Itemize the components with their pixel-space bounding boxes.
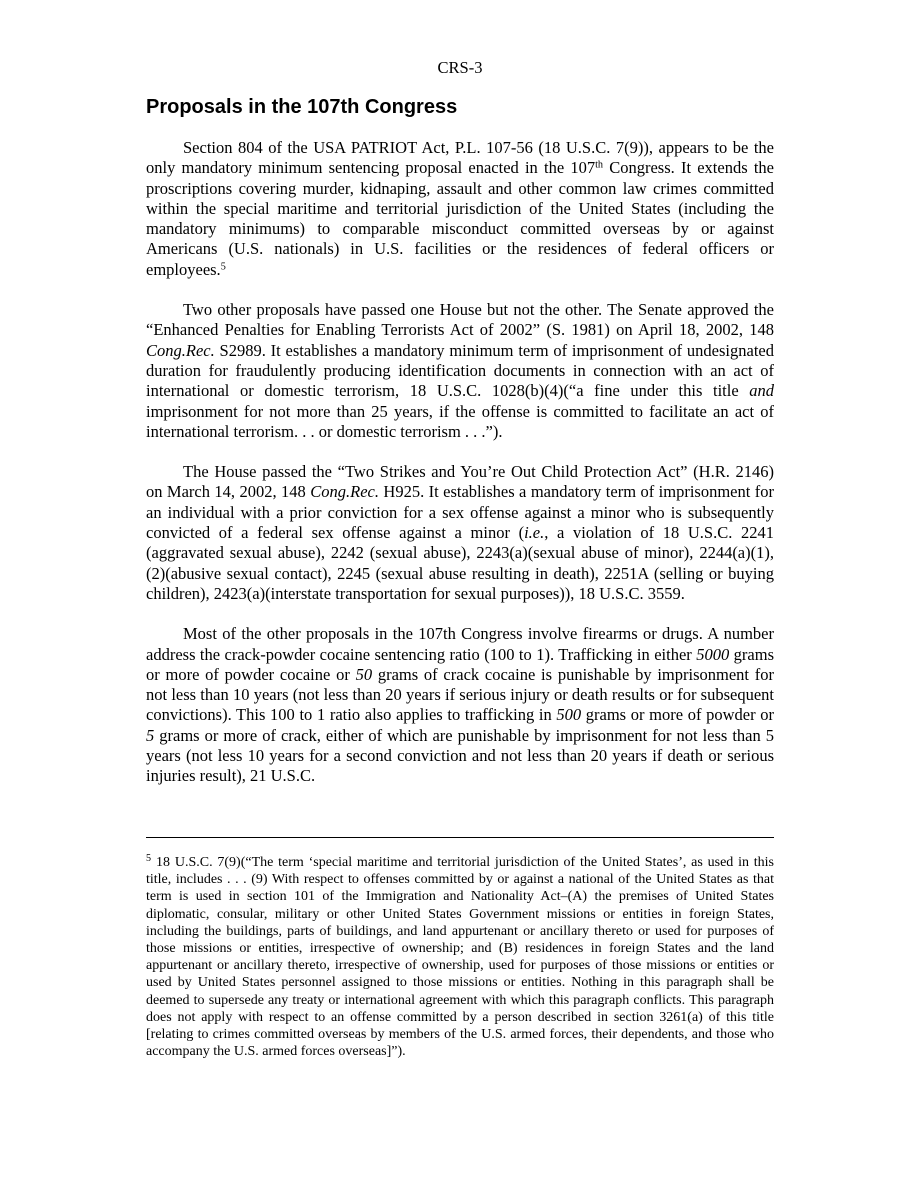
paragraph-3-citation-italic: Cong.Rec. (310, 482, 379, 502)
paragraph-4-text-e: grams or more of crack, either of which are punishable by imprisonment for not less than 5 years (not less 10 years for a second conviction and not less than 20 years if death or serious injuries result), 21 U.S.C. (146, 725, 774, 786)
footnote-reference[interactable]: 5 (220, 261, 226, 273)
paragraph-3-text-b: H925. It establishes a mandatory term of imprisonment for an individual with a prior conviction for a sex offense against a minor who is subsequently convicted of a federal sex offense against a minor ( (146, 482, 774, 543)
paragraph-2-text-c: imprisonment for not more than 25 years, if the offense is committed to facilitate an act of international terrorism. . . or domestic terrorism . . .”). (146, 401, 774, 441)
paragraph-2-emphasis-and: and (749, 381, 774, 401)
paragraph-4-text-c: grams of crack cocaine is punishable by imprisonment for not less than 10 years (not less than 20 years if serious injury or death results or for subsequent convictions). This 100 to 1 ratio also applies to trafficking in (146, 664, 774, 725)
paragraph-4-quantity-5: 5 (146, 725, 155, 745)
paragraph-1-text-a: Section 804 of the USA PATRIOT Act, P.L. 107-56 (18 U.S.C. 7(9)), appears to be the only mandatory minimum sentencing proposal enacted in the 107 (146, 138, 774, 178)
paragraph-4-text-a: Most of the other proposals in the 107th Congress involve firearms or drugs. A number address the crack-powder cocaine sentencing ratio (100 to 1). Trafficking in either (146, 624, 774, 664)
paragraph-4-quantity-500: 500 (556, 705, 582, 725)
paragraph-3 (146, 462, 774, 604)
page-number-header: CRS-3 (437, 58, 483, 77)
footnote-text: 18 U.S.C. 7(9)(“The term ‘special maritime and territorial jurisdiction of the United States’, as used in this title, includes . . . (9) With respect to offenses committed by or against a national of the United States as that term is used in section 101 of the Immigration and Nationality Act–(A) the premises of United States diplomatic, consular, military or other United States Government missions or entities in foreign States, including the buildings, parts of buildings, and land appurtenant or ancillary thereto or used for purposes of those missions or entities, irrespective of ownership; and (B) residences in foreign States and the land appurtenant or ancillary thereto, irrespective of ownership, used for purposes of those missions or entities or used by United States personnel assigned to those missions or entities. Nothing in this paragraph shall be deemed to supersede any treaty or international agreement with which this paragraph conflicts. This paragraph does not apply with respect to an offense committed by a person described in section 3261(a) of this title [relating to crimes committed overseas by members of the U.S. armed forces, their dependents, and those who accompany the U.S. armed forces overseas]”). (146, 855, 774, 1060)
paragraph-2-text-a: Two other proposals have passed one House but not the other. The Senate approved the “Enhanced Penalties for Enabling Terrorists Act of 2002” (S. 1981) on April 18, 2002, 148 (146, 300, 774, 340)
paragraph-1-text-b: Congress. It extends the proscriptions covering murder, kidnaping, assault and other common law crimes committed within the special maritime and territorial jurisdiction of the United States (including the mandatory minimums) to comparable misconduct committed overseas by or against Americans (U.S. nationals) in U.S. facilities or the residences of federal officers or employees. (146, 158, 774, 279)
paragraph-1 (146, 138, 774, 280)
paragraph-2 (146, 300, 774, 442)
ordinal-suffix: th (595, 159, 604, 171)
paragraph-3-emphasis-ie: i.e. (524, 523, 545, 543)
paragraph-4-quantity-5000: 5000 (696, 644, 730, 664)
paragraph-4 (146, 624, 774, 786)
footnote-number: 5 (146, 853, 152, 865)
paragraph-2-citation-italic: Cong.Rec. (146, 340, 215, 360)
paragraph-3-text-c: , a violation of 18 U.S.C. 2241 (aggravated sexual abuse), 2242 (sexual abuse), 2243(a)(sexual abuse of minor), 2244(a)(1), (2)(abusive sexual contact), 2245 (sexual abuse resulting in death), 2251A (selling or buying children), 2423(a)(interstate transportation for sexual purposes)), 18 U.S.C. 3559. (146, 523, 774, 603)
paragraph-3-text-a: The House passed the “Two Strikes and You’re Out Child Protection Act” (H.R. 2146) on March 14, 2002, 148 (146, 462, 774, 502)
footnote-divider (146, 837, 774, 838)
paragraph-4-text-b: grams or more of powder cocaine or (146, 644, 774, 684)
paragraph-4-quantity-50: 50 (355, 664, 373, 684)
body-text (146, 138, 774, 787)
paragraph-4-text-d: grams or more of powder or (581, 705, 774, 725)
footnote-5 (146, 854, 774, 1060)
section-title: Proposals in the 107th Congress (146, 96, 458, 118)
paragraph-2-text-b: S2989. It establishes a mandatory minimum term of imprisonment of undesignated duration for fraudulently producing identification documents in connection with an act of international or domestic terrorism, 18 U.S.C. 1028(b)(4)(“a fine under this title (146, 340, 774, 401)
